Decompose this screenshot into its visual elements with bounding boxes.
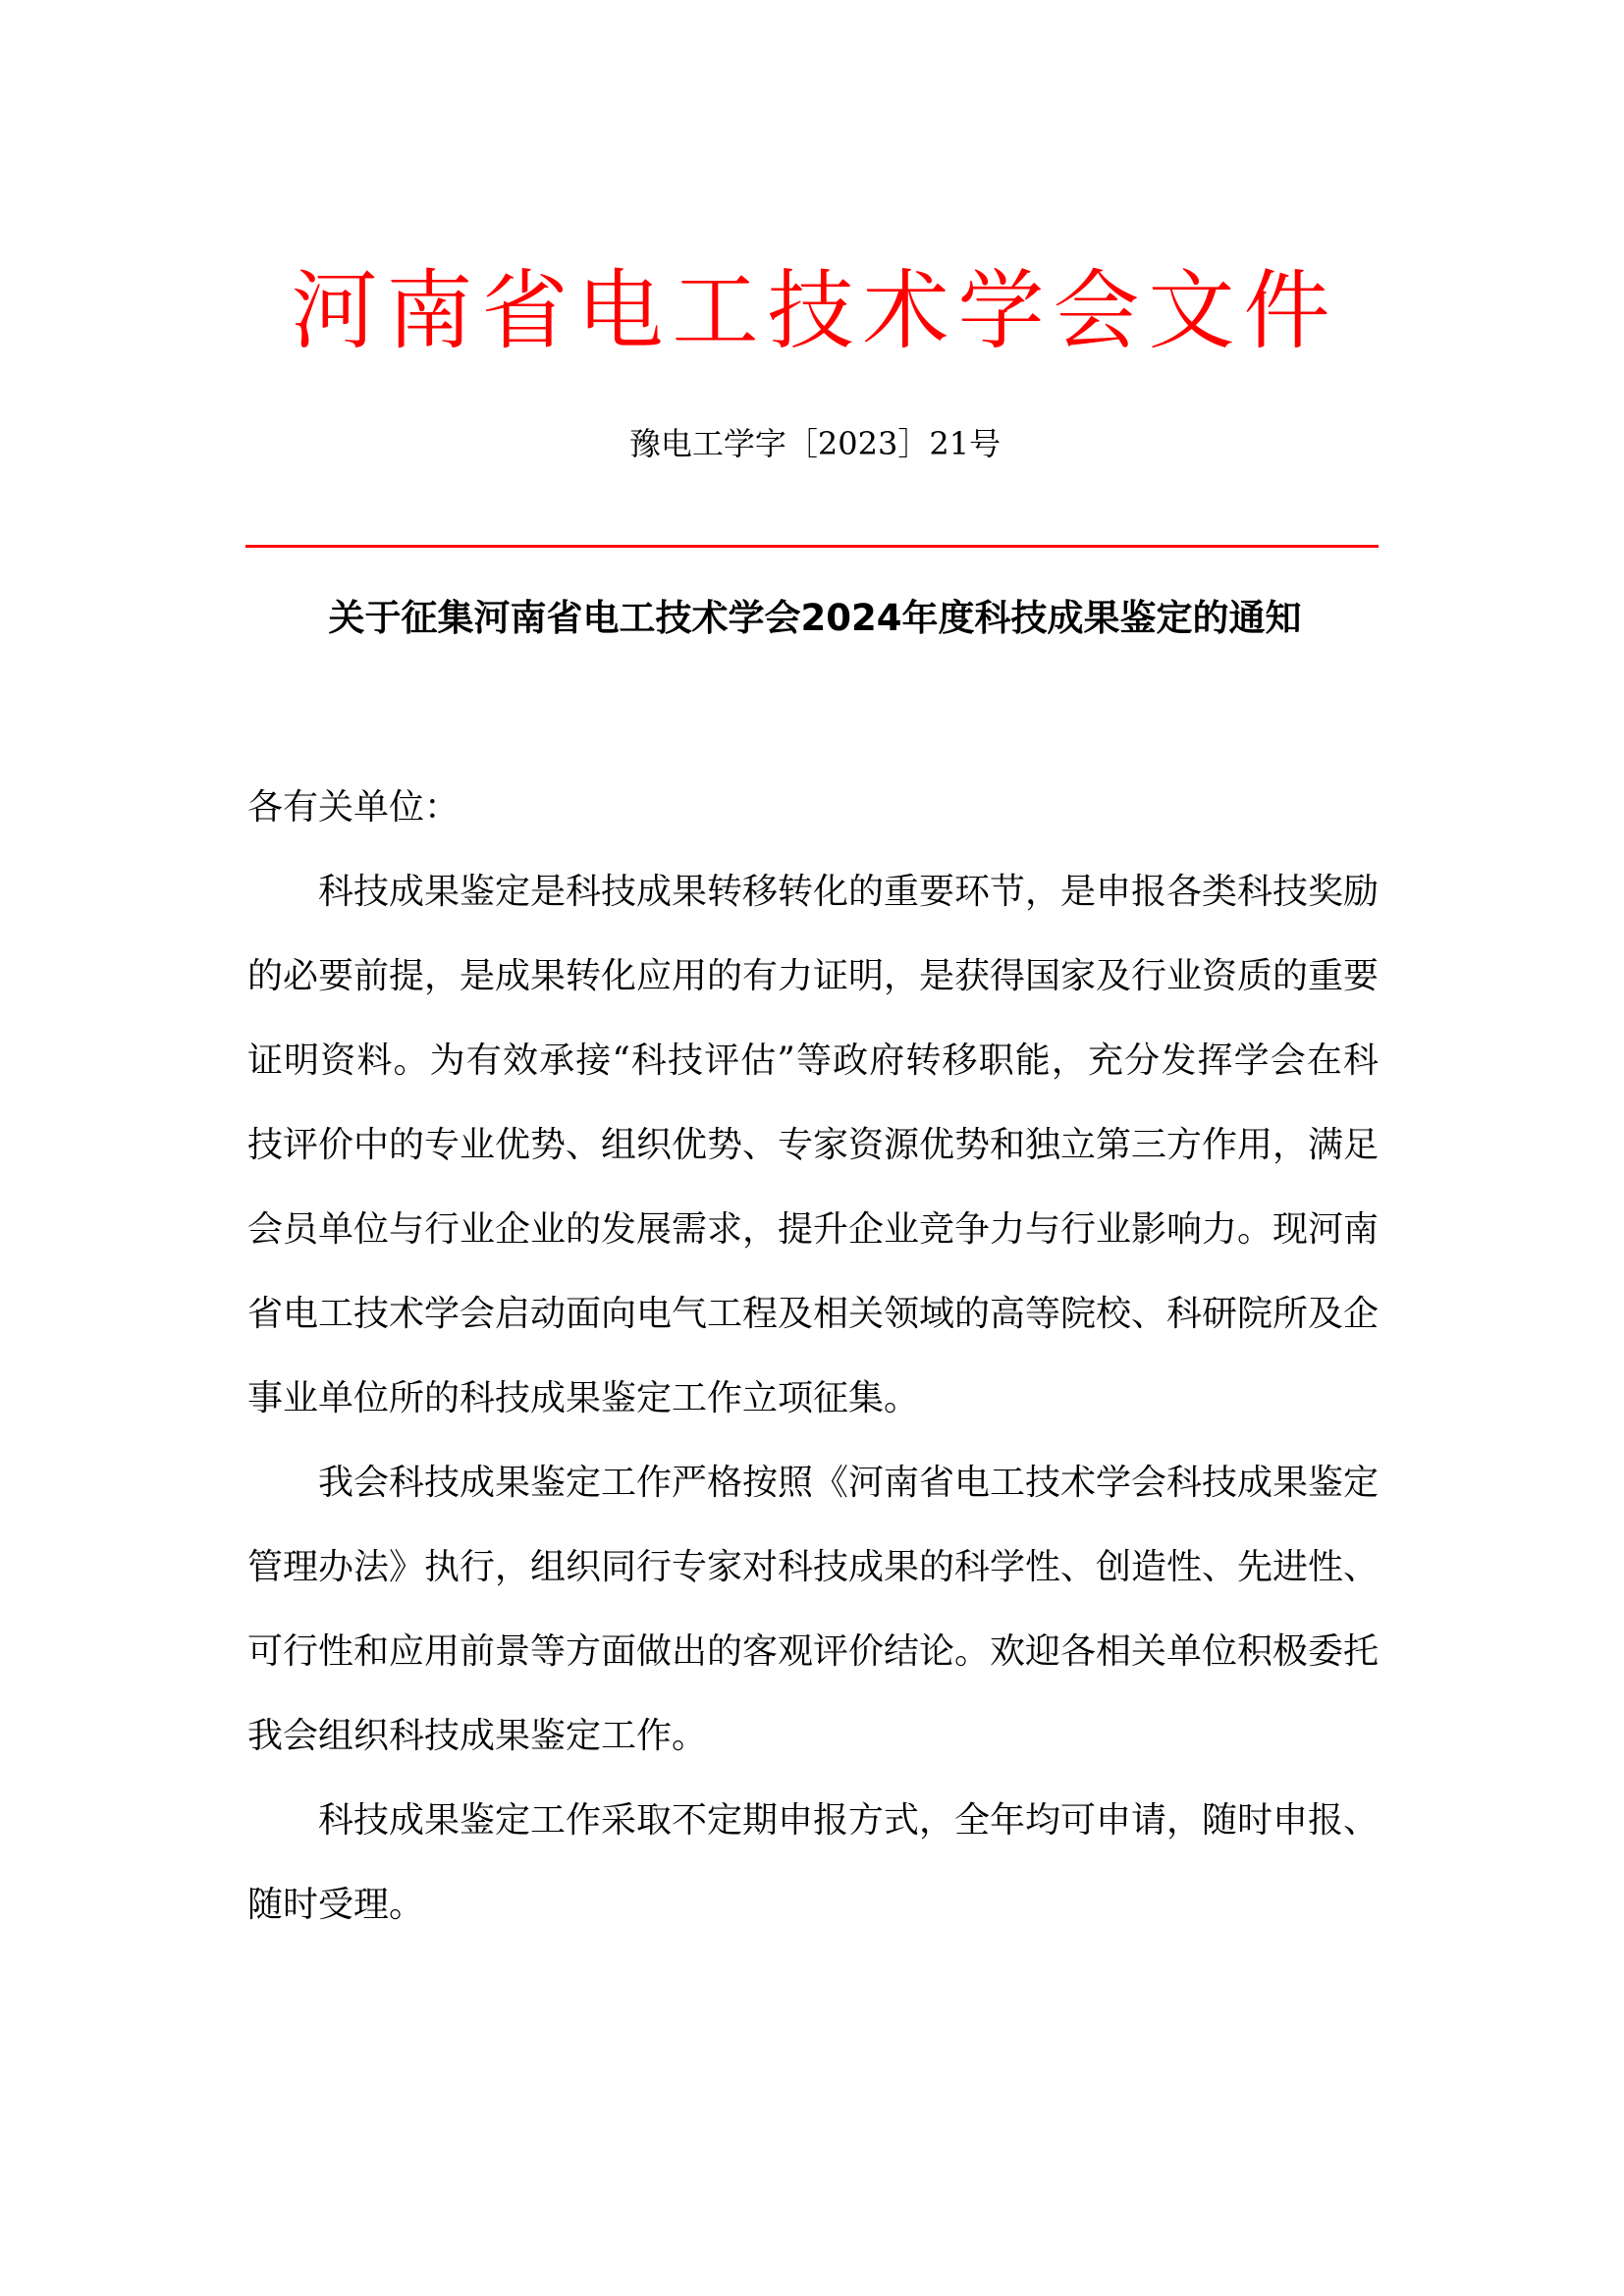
- salutation: 各有关单位：: [247, 787, 460, 828]
- red-divider-rule: [245, 545, 1379, 548]
- document-number: 豫电工学字［2023］21号: [628, 425, 1001, 462]
- paragraph-background: 科技成果鉴定是科技成果转移转化的重要环节，是申报各类科技奖励的必要前提，是成果转化应用的有力证明，是获得国家及行业资质的重要证明资料。为有效承接“科技评估”等政府转移职能，充分发挥学会在科技评价中的专业优势、组织优势、专家资源优势和独立第三方作用，满足会员单位与行业企业的发展需求，提升企业竞争力与行业影响力。现河南省电工技术学会启动面向电气工程及相关领域的高等院校、科研院所及企事业单位所的科技成果鉴定工作立项征集。: [247, 872, 1380, 1418]
- paragraph-application-method: 科技成果鉴定工作采取不定期申报方式，全年均可申请，随时申报、随时受理。: [247, 1800, 1380, 1925]
- notice-title: 关于征集河南省电工技术学会2024年度科技成果鉴定的通知: [328, 597, 1302, 639]
- notice-body: [247, 766, 1379, 1948]
- masthead-title: 河南省电工技术学会文件: [291, 260, 1339, 361]
- paragraph-standards: 我会科技成果鉴定工作严格按照《河南省电工技术学会科技成果鉴定管理办法》执行，组织同行专家对科技成果的科学性、创造性、先进性、可行性和应用前景等方面做出的客观评价结论。欢迎各相关单位积极委托我会组织科技成果鉴定工作。: [247, 1463, 1380, 1756]
